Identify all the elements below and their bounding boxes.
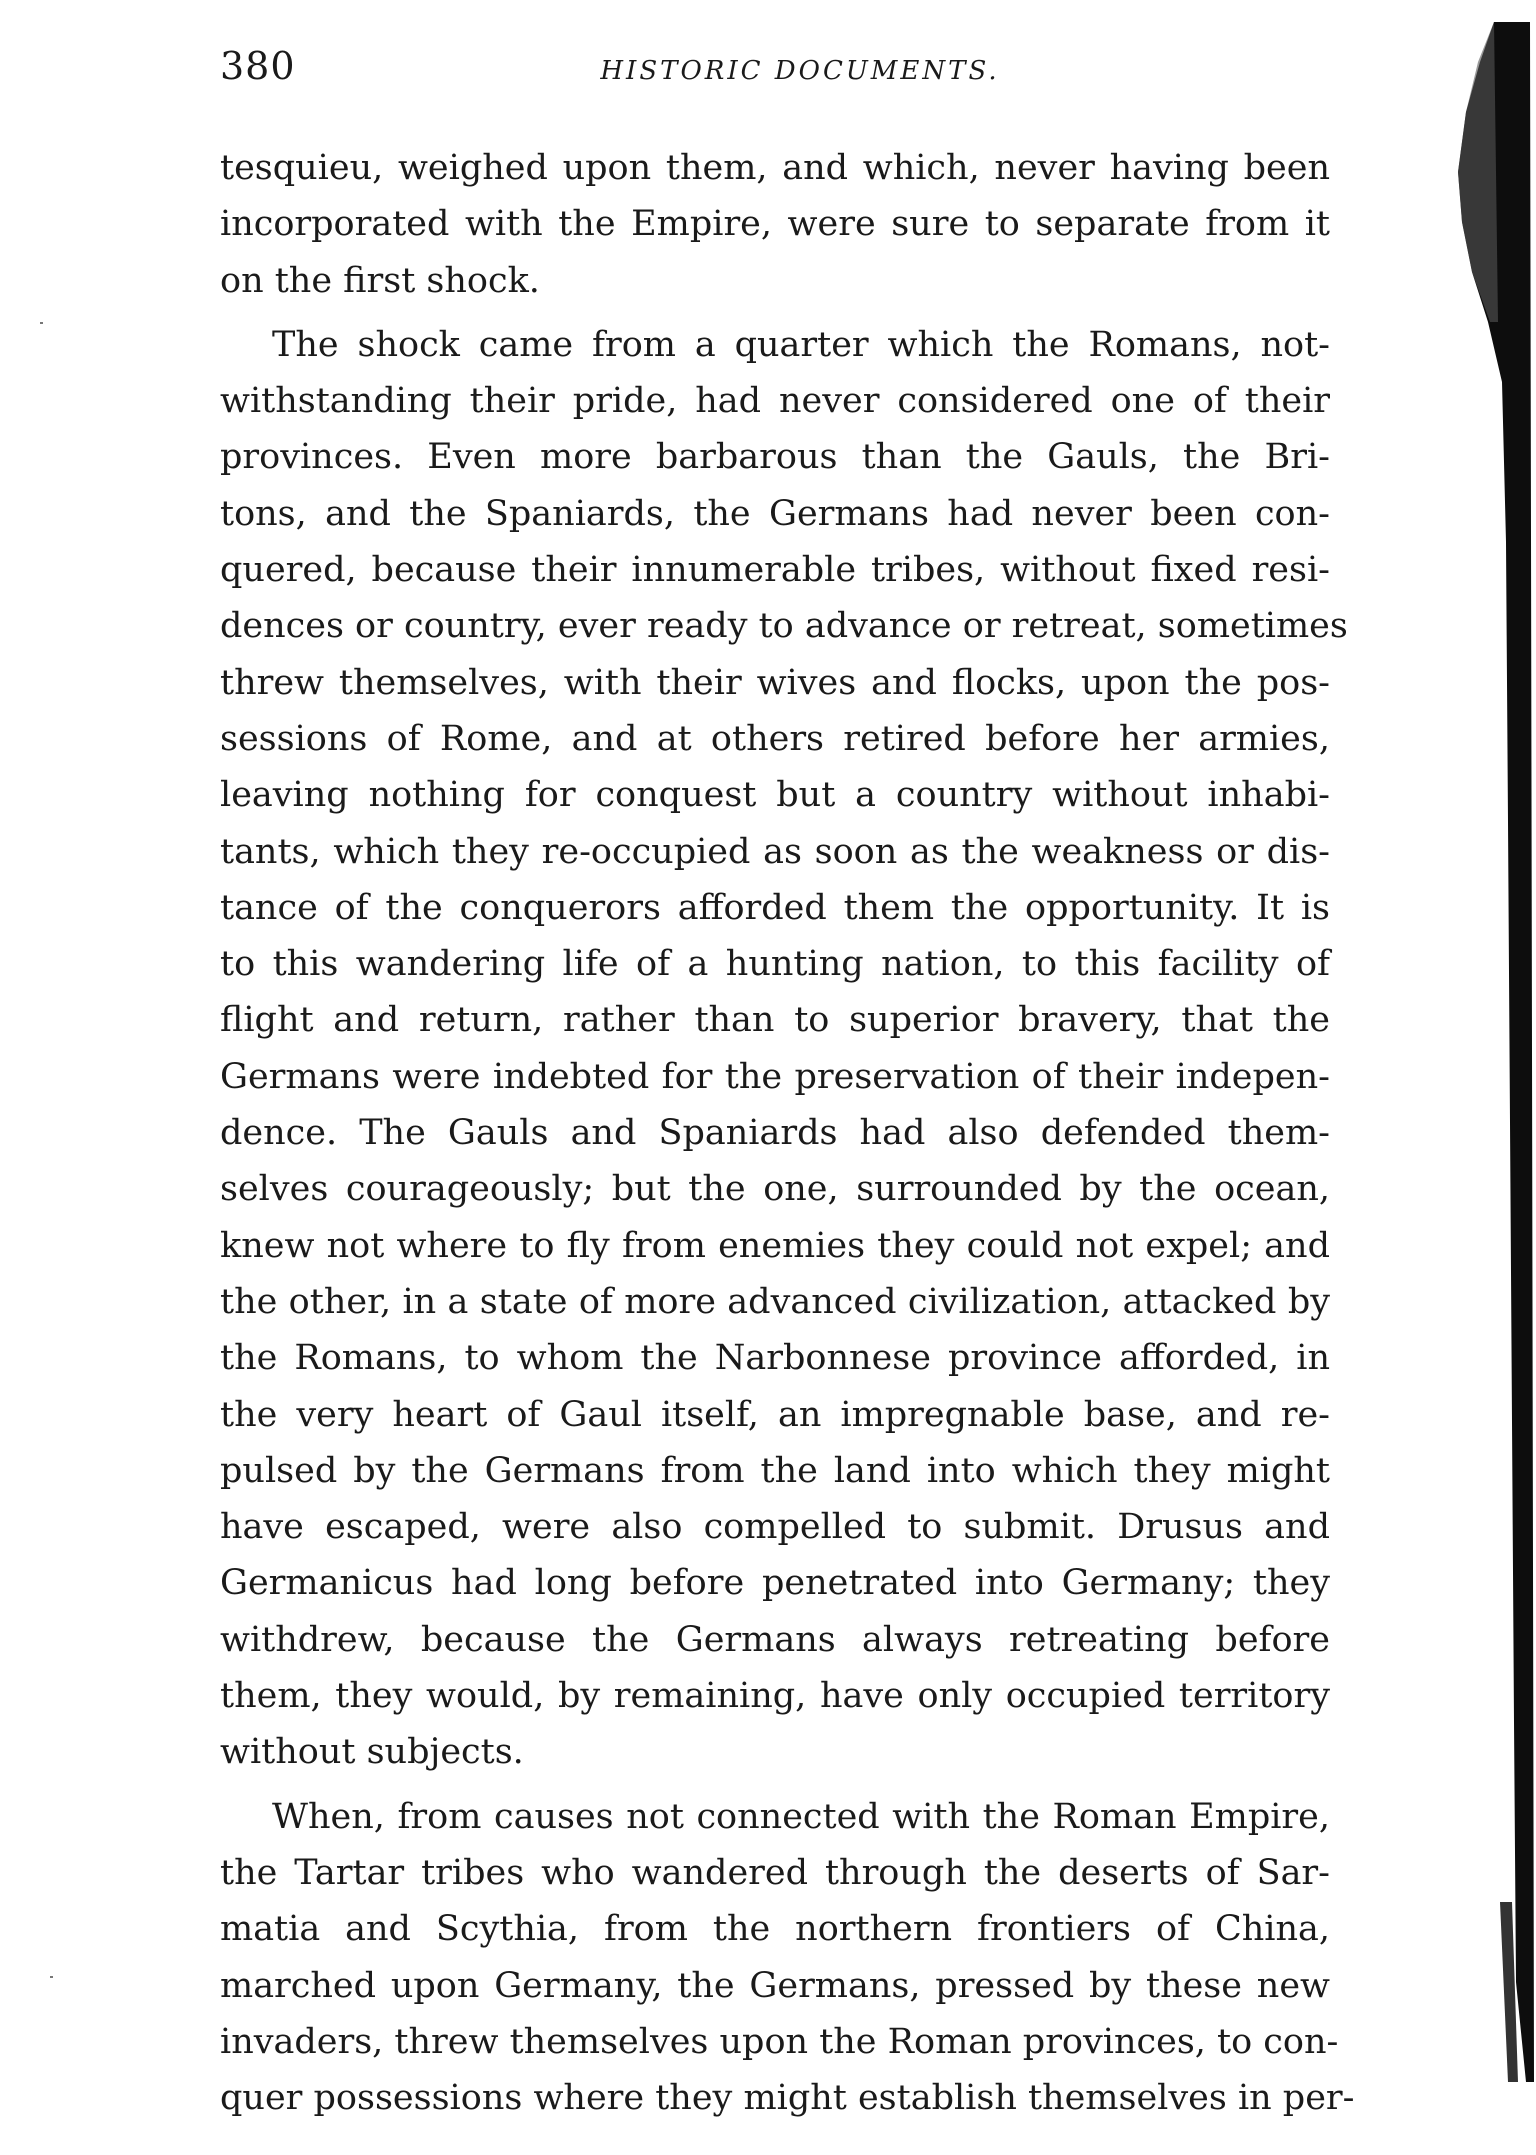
text-line: sessions of Rome, and at others retired before her armies, bbox=[220, 718, 1330, 759]
paper-speck bbox=[40, 322, 43, 324]
text-line: the Tartar tribes who wandered through the deserts of Sar- bbox=[220, 1852, 1330, 1893]
text-line: them, they would, by remaining, have only occupied territory bbox=[220, 1676, 1330, 1717]
text-line: Germanicus had long before penetrated into Germany; they bbox=[220, 1563, 1330, 1604]
text-line: dence. The Gauls and Spaniards had also defended them- bbox=[220, 1113, 1330, 1154]
text-line: tesquieu, weighed upon them, and which, never having been bbox=[220, 148, 1330, 188]
text-line: marched upon Germany, the Germans, pressed by these new bbox=[220, 1965, 1330, 2006]
text-line: tants, which they re-occupied as soon as the weakness or dis- bbox=[220, 831, 1330, 872]
text-line: threw themselves, with their wives and flocks, upon the pos- bbox=[220, 662, 1330, 703]
text-line: dences or country, ever ready to advance or retreat, sometimes bbox=[220, 606, 1348, 647]
text-line: to this wandering life of a hunting nation, to this facility of bbox=[220, 944, 1330, 985]
body-text bbox=[220, 140, 1355, 2126]
text-line: quered, because their innumerable tribes, without fixed resi- bbox=[220, 550, 1330, 591]
page-edge-shadow bbox=[1428, 22, 1536, 2082]
text-line: have escaped, were also compelled to submit. Drusus and bbox=[220, 1507, 1330, 1548]
page-number: 380 bbox=[220, 44, 296, 88]
text-line: provinces. Even more barbarous than the Gauls, the Bri- bbox=[220, 437, 1330, 478]
text-line: pulsed by the Germans from the land into which they might bbox=[220, 1450, 1330, 1491]
text-line: flight and return, rather than to superior bravery, that the bbox=[220, 1000, 1330, 1041]
text-line: When, from causes not connected with the Roman Empire, bbox=[272, 1796, 1330, 1837]
paper-speck bbox=[50, 1976, 53, 1978]
page-header bbox=[220, 44, 1360, 104]
text-line: the Romans, to whom the Narbonnese province afforded, in bbox=[220, 1338, 1330, 1379]
text-line: invaders, threw themselves upon the Roman provinces, to con- bbox=[220, 2021, 1339, 2062]
text-line: the very heart of Gaul itself, an impregnable base, and re- bbox=[220, 1394, 1330, 1435]
text-line: leaving nothing for conquest but a country without inhabi- bbox=[220, 775, 1330, 816]
text-line: knew not where to fly from enemies they could not expel; and bbox=[220, 1225, 1330, 1266]
text-line: The shock came from a quarter which the Romans, not- bbox=[272, 324, 1330, 365]
running-head: HISTORIC DOCUMENTS. bbox=[600, 56, 1000, 86]
text-line: quer possessions where they might establish themselves in per- bbox=[220, 2078, 1355, 2119]
text-line: the other, in a state of more advanced civilization, attacked by bbox=[220, 1281, 1330, 1322]
text-line: on the first shock. bbox=[220, 260, 540, 301]
text-line: without subjects. bbox=[220, 1732, 524, 1773]
text-line: matia and Scythia, from the northern frontiers of China, bbox=[220, 1909, 1330, 1950]
text-line: tons, and the Spaniards, the Germans had never been con- bbox=[220, 493, 1330, 534]
text-line: withstanding their pride, had never considered one of their bbox=[220, 381, 1330, 422]
text-line: withdrew, because the Germans always retreating before bbox=[220, 1619, 1330, 1660]
text-line: tance of the conquerors afforded them the opportunity. It is bbox=[220, 887, 1330, 928]
text-line: incorporated with the Empire, were sure to separate from it bbox=[220, 204, 1330, 245]
text-line: Germans were indebted for the preservation of their indepen- bbox=[220, 1056, 1330, 1097]
text-line: selves courageously; but the one, surrounded by the ocean, bbox=[220, 1169, 1330, 1210]
